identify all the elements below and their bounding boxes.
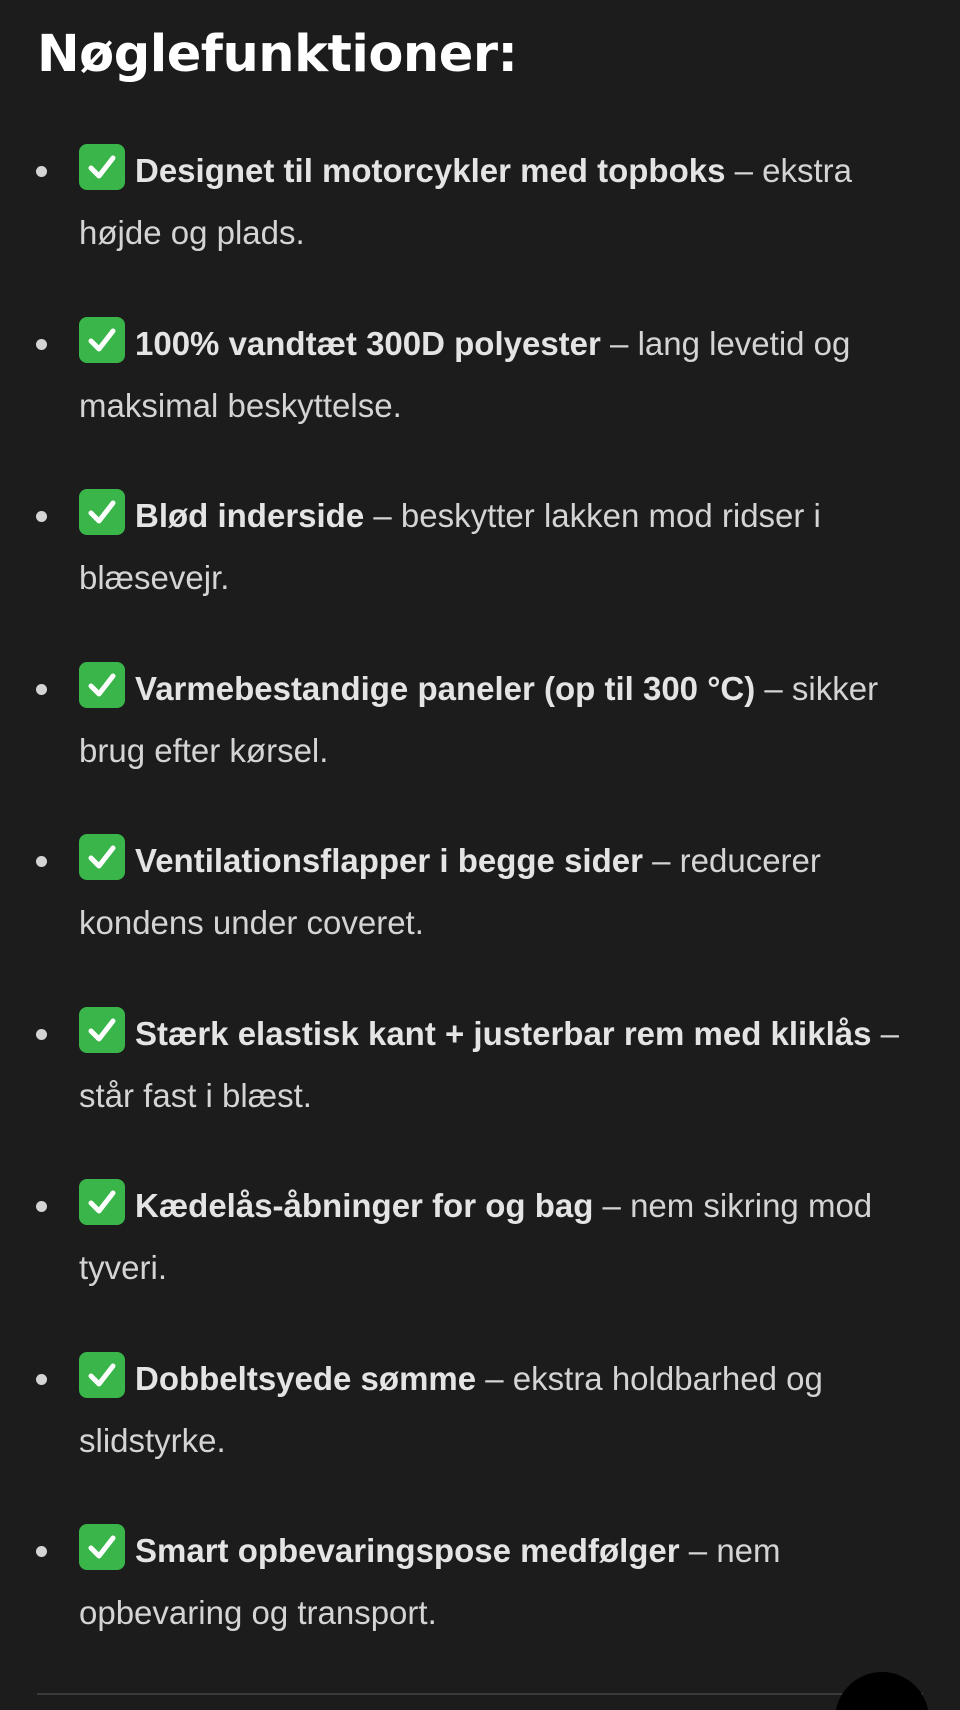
check-mark-icon [79,489,125,535]
check-mark-icon [79,1007,125,1053]
feature-item [0,485,960,658]
feature-title: Stærk elastisk kant + justerbar rem med kliklås [135,1014,872,1052]
check-mark-icon [79,1179,125,1225]
feature-title: Smart opbevaringspose medfølger [135,1532,680,1569]
feature-description: – reducerer kondens under coveret. [79,842,821,941]
feature-item [0,1348,960,1521]
feature-description: – nem sikring mod tyveri. [79,1187,873,1286]
bullet-icon [36,339,47,350]
feature-title: Blød inderside [135,497,365,534]
feature-item [0,140,960,313]
section-heading: Nøglefunktioner: [37,25,518,84]
bullet-icon [36,1374,47,1385]
check-mark-icon [79,144,125,190]
feature-description: – nem opbevaring og transport. [79,1532,781,1631]
feature-item [0,830,960,1003]
feature-description: – beskytter lakken mod ridser i blæsevejr. [79,497,821,596]
feature-description: – står fast i blæst. [79,1014,899,1114]
bullet-icon [36,511,47,522]
feature-list [0,140,960,1693]
feature-description: – sikker brug efter kørsel. [79,669,879,769]
check-mark-icon [79,662,125,708]
check-mark-icon [79,317,125,363]
bullet-icon [36,1546,47,1557]
bullet-icon [36,856,47,867]
bullet-icon [36,166,47,177]
feature-item [0,1520,960,1693]
bullet-icon [36,1201,47,1212]
divider [37,1693,923,1695]
feature-item [0,658,960,831]
feature-title: Ventilationsflapper i begge sider [135,842,643,879]
check-mark-icon [79,834,125,880]
feature-title: Dobbeltsyede sømme [135,1359,477,1397]
bullet-icon [36,684,47,695]
feature-title: Designet til motorcykler med topboks [135,152,726,189]
feature-description: – lang levetid og maksimal beskyttelse. [79,324,851,424]
feature-item [0,1003,960,1176]
check-mark-icon [79,1352,125,1398]
feature-description: – ekstra holdbarhed og slidstyrke. [79,1359,823,1459]
check-mark-icon [79,1524,125,1570]
feature-title: Kædelås-åbninger for og bag [135,1187,594,1224]
feature-title: 100% vandtæt 300D polyester [135,324,601,362]
feature-item [0,313,960,486]
feature-item [0,1175,960,1348]
feature-title: Varmebestandige paneler (op til 300 °C) [135,669,756,707]
bullet-icon [36,1029,47,1040]
feature-description: – ekstra højde og plads. [79,152,853,251]
